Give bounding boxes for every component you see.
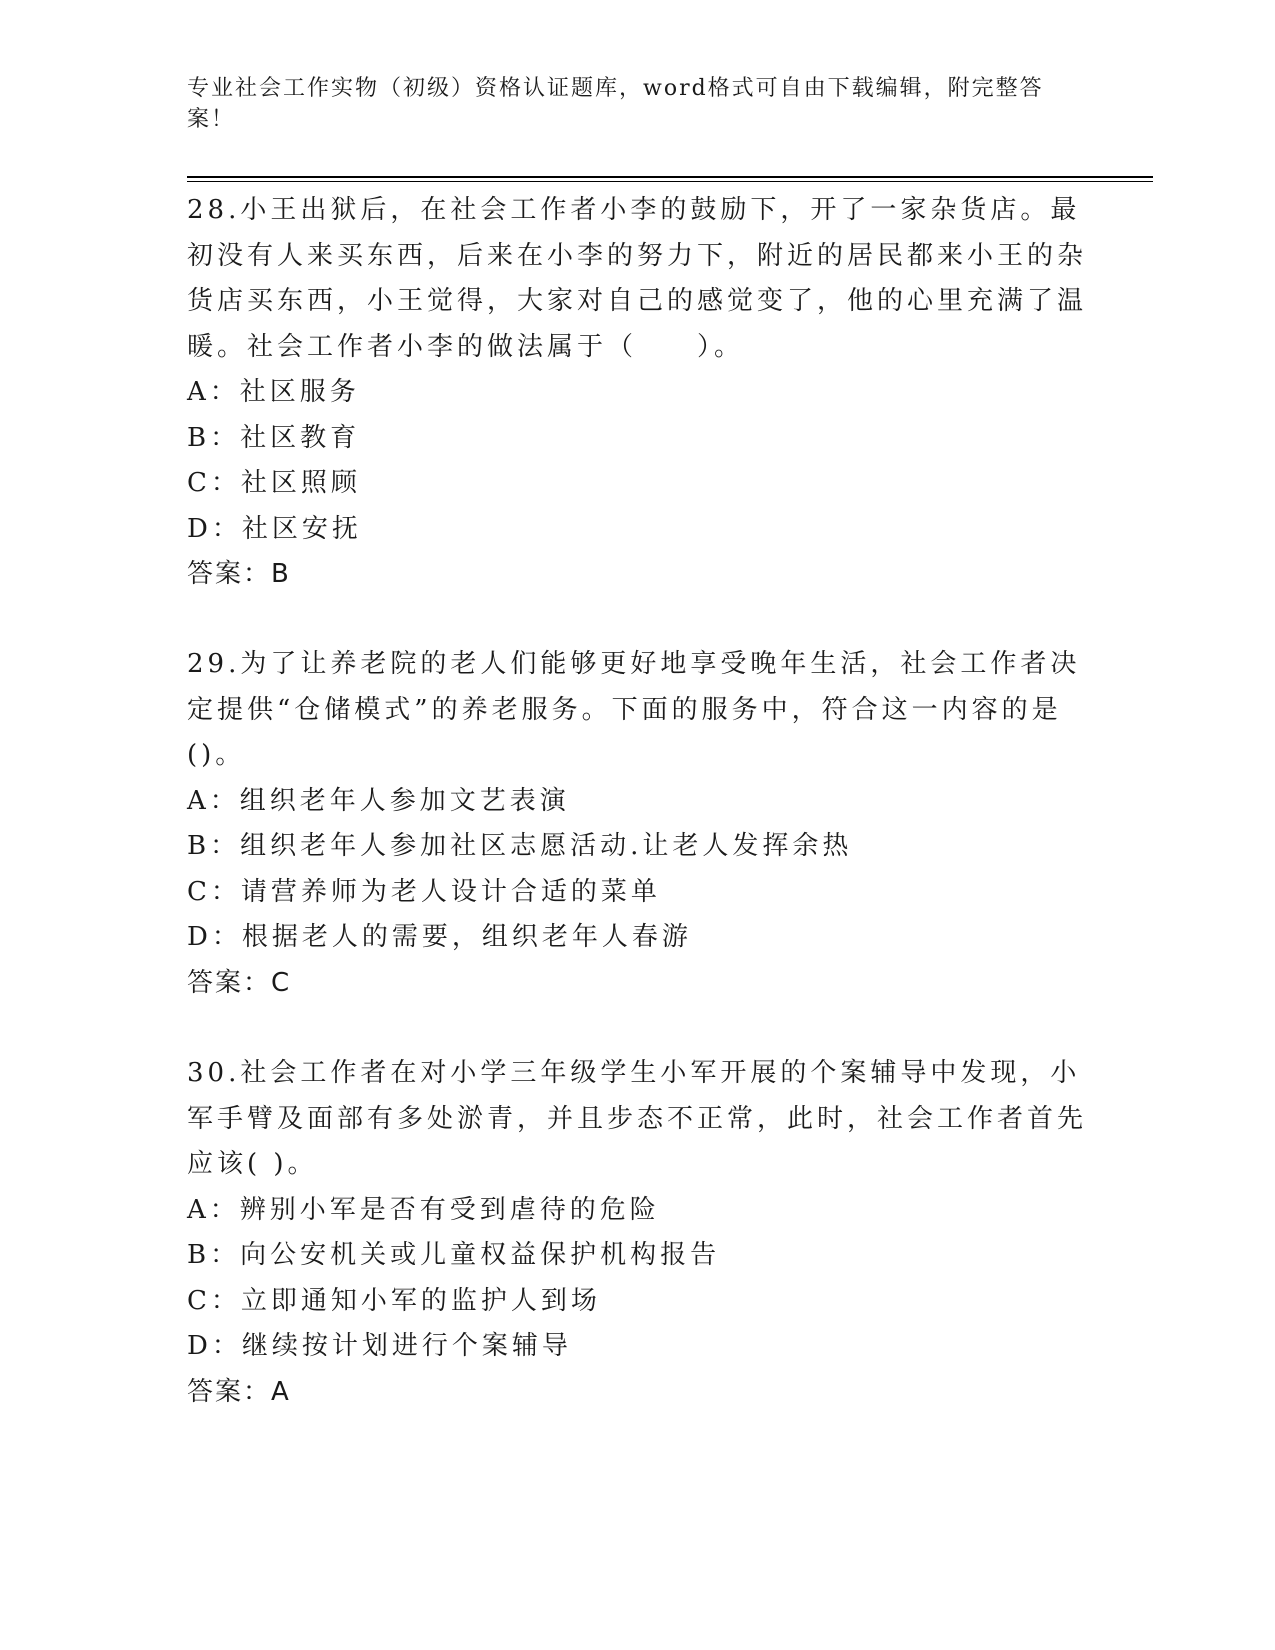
question-stem: 28.小王出狱后，在社会工作者小李的鼓励下，开了一家杂货店。最初没有人来买东西，后来在小李的努力下，附近的居民都来小王的杂货店买东西，小王觉得，大家对自己的感觉变了，他的心里充满了温暖。社会工作者小李的做法属于（ ）。 <box>187 195 1088 362</box>
answer-line: 答案：B <box>187 559 291 589</box>
option-b: B：向公安机关或儿童权益保护机构报告 <box>187 1240 721 1270</box>
option-d: D：社区安抚 <box>187 513 362 544</box>
header-rule-thin <box>187 181 1153 182</box>
option-a: A：社区服务 <box>187 377 360 407</box>
option-b: B：社区教育 <box>187 422 361 453</box>
question-28 <box>187 188 1087 598</box>
question-30 <box>187 1051 1087 1415</box>
option-a: A：辨别小军是否有受到虐待的危险 <box>187 1194 660 1225</box>
option-a: A：组织老年人参加文艺表演 <box>187 785 570 816</box>
answer-line: 答案：A <box>187 1376 291 1407</box>
option-d: D：继续按计划进行个案辅导 <box>187 1331 572 1361</box>
option-c: C：立即通知小军的监护人到场 <box>187 1285 601 1316</box>
answer-line: 答案：C <box>187 967 292 998</box>
header-rule-thick <box>187 176 1153 178</box>
question-stem: 29.为了让养老院的老人们能够更好地享受晚年生活，社会工作者决定提供“仓储模式”的养老服务。下面的服务中，符合这一内容的是()。 <box>187 649 1081 770</box>
option-c: C：社区照顾 <box>187 468 361 498</box>
option-c: C：请营养师为老人设计合适的菜单 <box>187 876 661 907</box>
document-header: 专业社会工作实物（初级）资格认证题库，word格式可自由下载编辑，附完整答案！ <box>187 76 1044 132</box>
question-stem: 30.社会工作者在对小学三年级学生小军开展的个案辅导中发现，小军手臂及面部有多处淤青，并且步态不正常，此时，社会工作者首先应该( )。 <box>187 1058 1088 1179</box>
question-29 <box>187 642 1087 1006</box>
option-b: B：组织老年人参加社区志愿活动.让老人发挥余热 <box>187 831 853 861</box>
option-d: D：根据老人的需要，组织老年人春游 <box>187 922 692 952</box>
